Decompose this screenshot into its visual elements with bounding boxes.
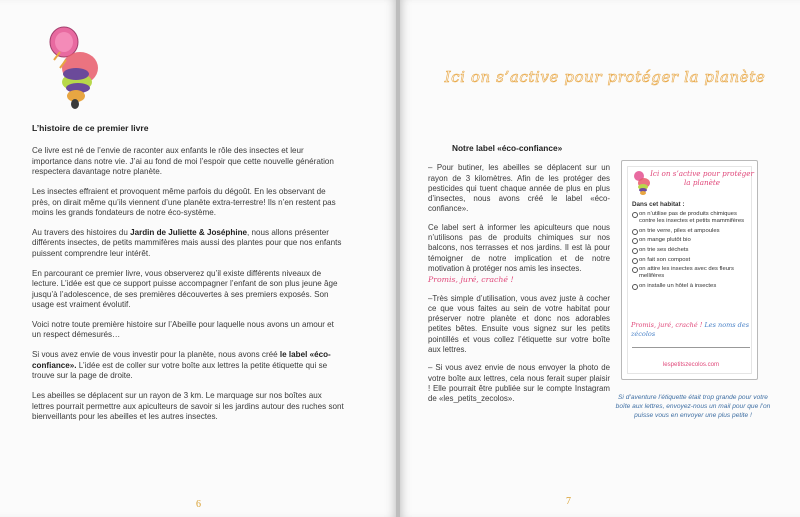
right-paragraph-4: – Si vous avez envie de nous envoyer la photo de votre boîte aux lettres, cela nous ferait super plaisir ! Elle pourrait être publiée sur le compte Instagram de «les_petits_zecolos». bbox=[428, 363, 610, 404]
signature-line[interactable] bbox=[632, 347, 750, 348]
book-gutter bbox=[396, 0, 400, 517]
checklist-item[interactable]: on attire les insectes avec des fleurs mellifères bbox=[632, 266, 754, 280]
left-heading: L’histoire de ce premier livre bbox=[32, 123, 149, 133]
p6-text-a: Si vous avez envie de vous investir pour la planète, nous avons créé bbox=[32, 350, 280, 360]
right-page-text bbox=[428, 143, 610, 413]
paragraph-5: Voici notre toute première histoire sur l’Abeille pour laquelle nous avons un amour et un respect démesurés… bbox=[32, 320, 334, 340]
page-number-right: 7 bbox=[566, 496, 571, 507]
script-title: Ici on s’active pour protéger la planète bbox=[444, 68, 766, 86]
promise-text: Promis, juré, craché ! bbox=[428, 275, 514, 285]
right-paragraph-1: – Pour butiner, les abeilles se déplacent sur un rayon de 3 kilomètres. Afin de les protéger des pesticides qui tuent chaque année de plus en plus d’insectes, nous avons créé le label «éco-confiance». bbox=[428, 163, 610, 214]
card-promise bbox=[631, 321, 755, 339]
right-paragraph-3: –Très simple d’utilisation, vous avez juste à cocher ce que vous faites au sein de votre habitat pour préserver notre planète et donc nos adorables petites bêtes. Ensuite vous signez sur les petits pointillés et vous collez l’étiquette sur votre boîte aux lettres. bbox=[428, 293, 610, 355]
left-page-text bbox=[32, 123, 344, 432]
checklist-item[interactable]: on n’utilise pas de produits chimiques contre les insectes et petits mammifères bbox=[632, 211, 754, 225]
paragraph-7: Les abeilles se déplacent sur un rayon de 3 km. Le marquage sur nos boîtes aux lettres pourrait permettre aux apiculteurs de savoir si les jardins autour des ruches sont bienveillants pour les abeilles et les autres insectes. bbox=[32, 391, 344, 422]
paragraph-2: Les insectes effraient et provoquent même parfois du dégoût. En les observant de près, on dirait même qu’ils viennent d’une planète extra-terrestre! Ils n’en restent pas moins les grands fondateurs de notre éco-système. bbox=[32, 187, 336, 218]
right-heading: Notre label «éco-confiance» bbox=[452, 143, 563, 153]
bee-illustration bbox=[40, 22, 110, 112]
eco-label-card bbox=[621, 160, 758, 380]
right-paragraph-2 bbox=[428, 223, 610, 286]
checklist-item[interactable]: on mange plutôt bio bbox=[632, 237, 754, 244]
p3-text-a: Au travers des histoires du bbox=[32, 228, 131, 238]
paragraph-4: En parcourant ce premier livre, vous observerez qu’il existe différents niveaux de lecture. L’idée est que ce support puisse accompagner l’enfant de son plus jeune âge jusqu’à l’adolescence, de ses premières découvertes à ses premiers exposés. Son usage est vraiment évolutif. bbox=[32, 268, 338, 310]
card-habitat-label: Dans cet habitat : bbox=[632, 201, 685, 208]
paragraph-3 bbox=[32, 228, 344, 259]
p3-text-b: , nous allons présenter différents insectes, de petits mammifères mais aussi des plantes pour que nos enfants puissent comprendre leur intérêt. bbox=[32, 228, 342, 258]
card-url: lespetitszecolos.com bbox=[662, 361, 720, 368]
paragraph-6 bbox=[32, 350, 344, 381]
paragraph-1: Ce livre est né de l’envie de raconter aux enfants le rôle des insectes et leur importance dans notre vie. J’ai au fond de moi l’espoir que cette nouvelle génération respectera davantage notre planète. bbox=[32, 146, 334, 177]
card-note: Si d’aventure l’étiquette était trop grande pour votre boîte aux lettres, envoyez-nous un mail pour que l’on puisse vous en envoyer une plus petite ! bbox=[615, 394, 771, 419]
checklist-item[interactable]: on installe un hôtel à insectes bbox=[632, 283, 754, 290]
p6-bold: le label «éco-confiance». bbox=[32, 350, 331, 370]
card-names-text: Les noms des zécolos bbox=[631, 321, 750, 338]
checklist-item[interactable]: on trie verre, piles et ampoules bbox=[632, 228, 754, 235]
card-promise-text: Promis, juré, craché ! bbox=[631, 321, 703, 329]
card-title: Ici on s’active pour protéger la planète bbox=[650, 169, 754, 187]
right-p2-text: Ce label sert à informer les apiculteurs que nous n’utilisons pas de produits chimiques sur nos balcons, nos terrasses et nos jardins. Il est là pour témoigner de notre implication et de notre motivation à protéger nos amis les insectes. bbox=[428, 222, 610, 273]
p6-text-b: L’idée est de coller sur votre boîte aux lettres la petite étiquette qui se trouve sur la page de droite. bbox=[32, 360, 328, 381]
checklist-item[interactable]: on fait son compost bbox=[632, 257, 754, 264]
p3-bold: Jardin de Juliette & Joséphine bbox=[130, 228, 248, 238]
checklist-item[interactable]: on trie ses déchets bbox=[632, 247, 754, 254]
card-checklist bbox=[632, 211, 754, 293]
page-number-left: 6 bbox=[196, 499, 201, 510]
